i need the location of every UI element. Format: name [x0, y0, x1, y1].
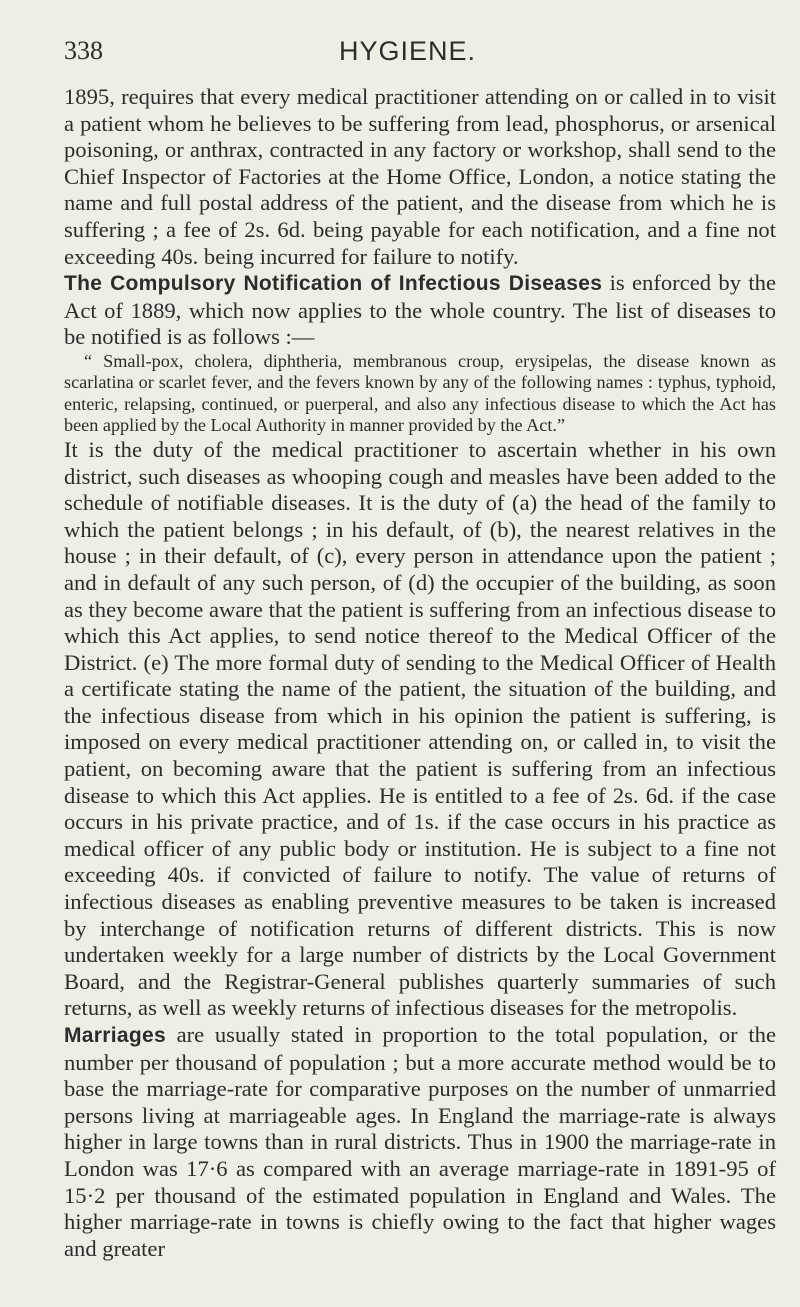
section-heading-marriages: Marriages [64, 1024, 166, 1047]
paragraph-text: is enforced by the Act of 1889, which now applies to the whole country. The list of diseases to be notified is as follows :— [64, 270, 776, 350]
paragraph-compulsory-notification [64, 270, 776, 351]
quoted-disease-list [64, 351, 776, 437]
page-number: 338 [64, 36, 103, 65]
paragraph-marriages [64, 1022, 776, 1262]
paragraph-text: are usually stated in proportion to the total population, or the number per thousand of population ; but a more accurate method would be to base the marriage-rate for comparative purposes on the number of unmarried persons living at marriageable ages. In England the marriage-rate is always higher in large towns than in rural districts. Thus in 1900 the marriage-rate in London was 17·6 as compared with an average marriage-rate in 1891-95 of 15·2 per thousand of the estimated population in England and Wales. The higher marriage-rate in towns is chiefly owing to the fact that higher wages and greater [64, 1022, 776, 1261]
quote-text: “ Small-pox, cholera, diphtheria, membranous croup, erysipelas, the disease known as scarlatina or scarlet fever, and the fevers known by any of the following names : typhus, typhoid, enteric, relapsing, continued, or puerperal, and also any infectious disease to which the Act has been applied by the Local Authority in manner provided by the Act.” [64, 350, 776, 436]
section-heading-compulsory-notification: The Compulsory Notification of Infectious Diseases [64, 272, 603, 296]
paragraph-lead-poisoning: 1895, requires that every medical practitioner attending on or called in to visit a patient whom he believes to be suffering from lead, phosphorus, or arsenical poisoning, or anthrax, contracted in any factory or workshop, shall send to the Chief Inspector of Factories at the Home Office, London, a notice stating the name and full postal address of the patient, and the disease from which he is suffering ; a fee of 2s. 6d. being payable for each notification, and a fine not exceeding 40s. being incurred for failure to notify. [64, 84, 776, 269]
paragraph-duty-to-notify: It is the duty of the medical practitioner to ascertain whether in his own district, such diseases as whooping cough and measles have been added to the schedule of notifiable diseases. It is the duty of (a) the head of the family to which the patient belongs ; in his default, of (b), the nearest relatives in the house ; in their default, of (c), every person in attendance upon the patient ; and in default of any such person, of (d) the occupier of the building, as soon as they become aware that the patient is suffering from an infectious disease to which this Act applies, to send notice thereof to the Medical Officer of the District. (e) The more formal duty of sending to the Medical Officer of Health a certificate stating the name of the patient, the situation of the building, and the infectious disease from which in his opinion the patient is suffering, is imposed on every medical practitioner attending on, or called in, to visit the patient, on becoming aware that the patient is suffering from an infectious disease to which this Act applies. He is entitled to a fee of 2s. 6d. if the case occurs in his private practice, and of 1s. if the case occurs in his practice as medical officer of any public body or institution. He is subject to a fine not exceeding 40s. if convicted of failure to notify. The value of returns of infectious diseases as enabling preventive measures to be taken is increased by interchange of notification returns of different districts. This is now undertaken weekly for a large number of districts by the Local Government Board, and the Registrar-General publishes quarterly summaries of such returns, as well as weekly returns of infectious diseases for the metropolis. [64, 436, 776, 1021]
running-head: HYGIENE. [339, 36, 477, 66]
page-header [64, 36, 760, 72]
page-body [64, 84, 776, 1262]
